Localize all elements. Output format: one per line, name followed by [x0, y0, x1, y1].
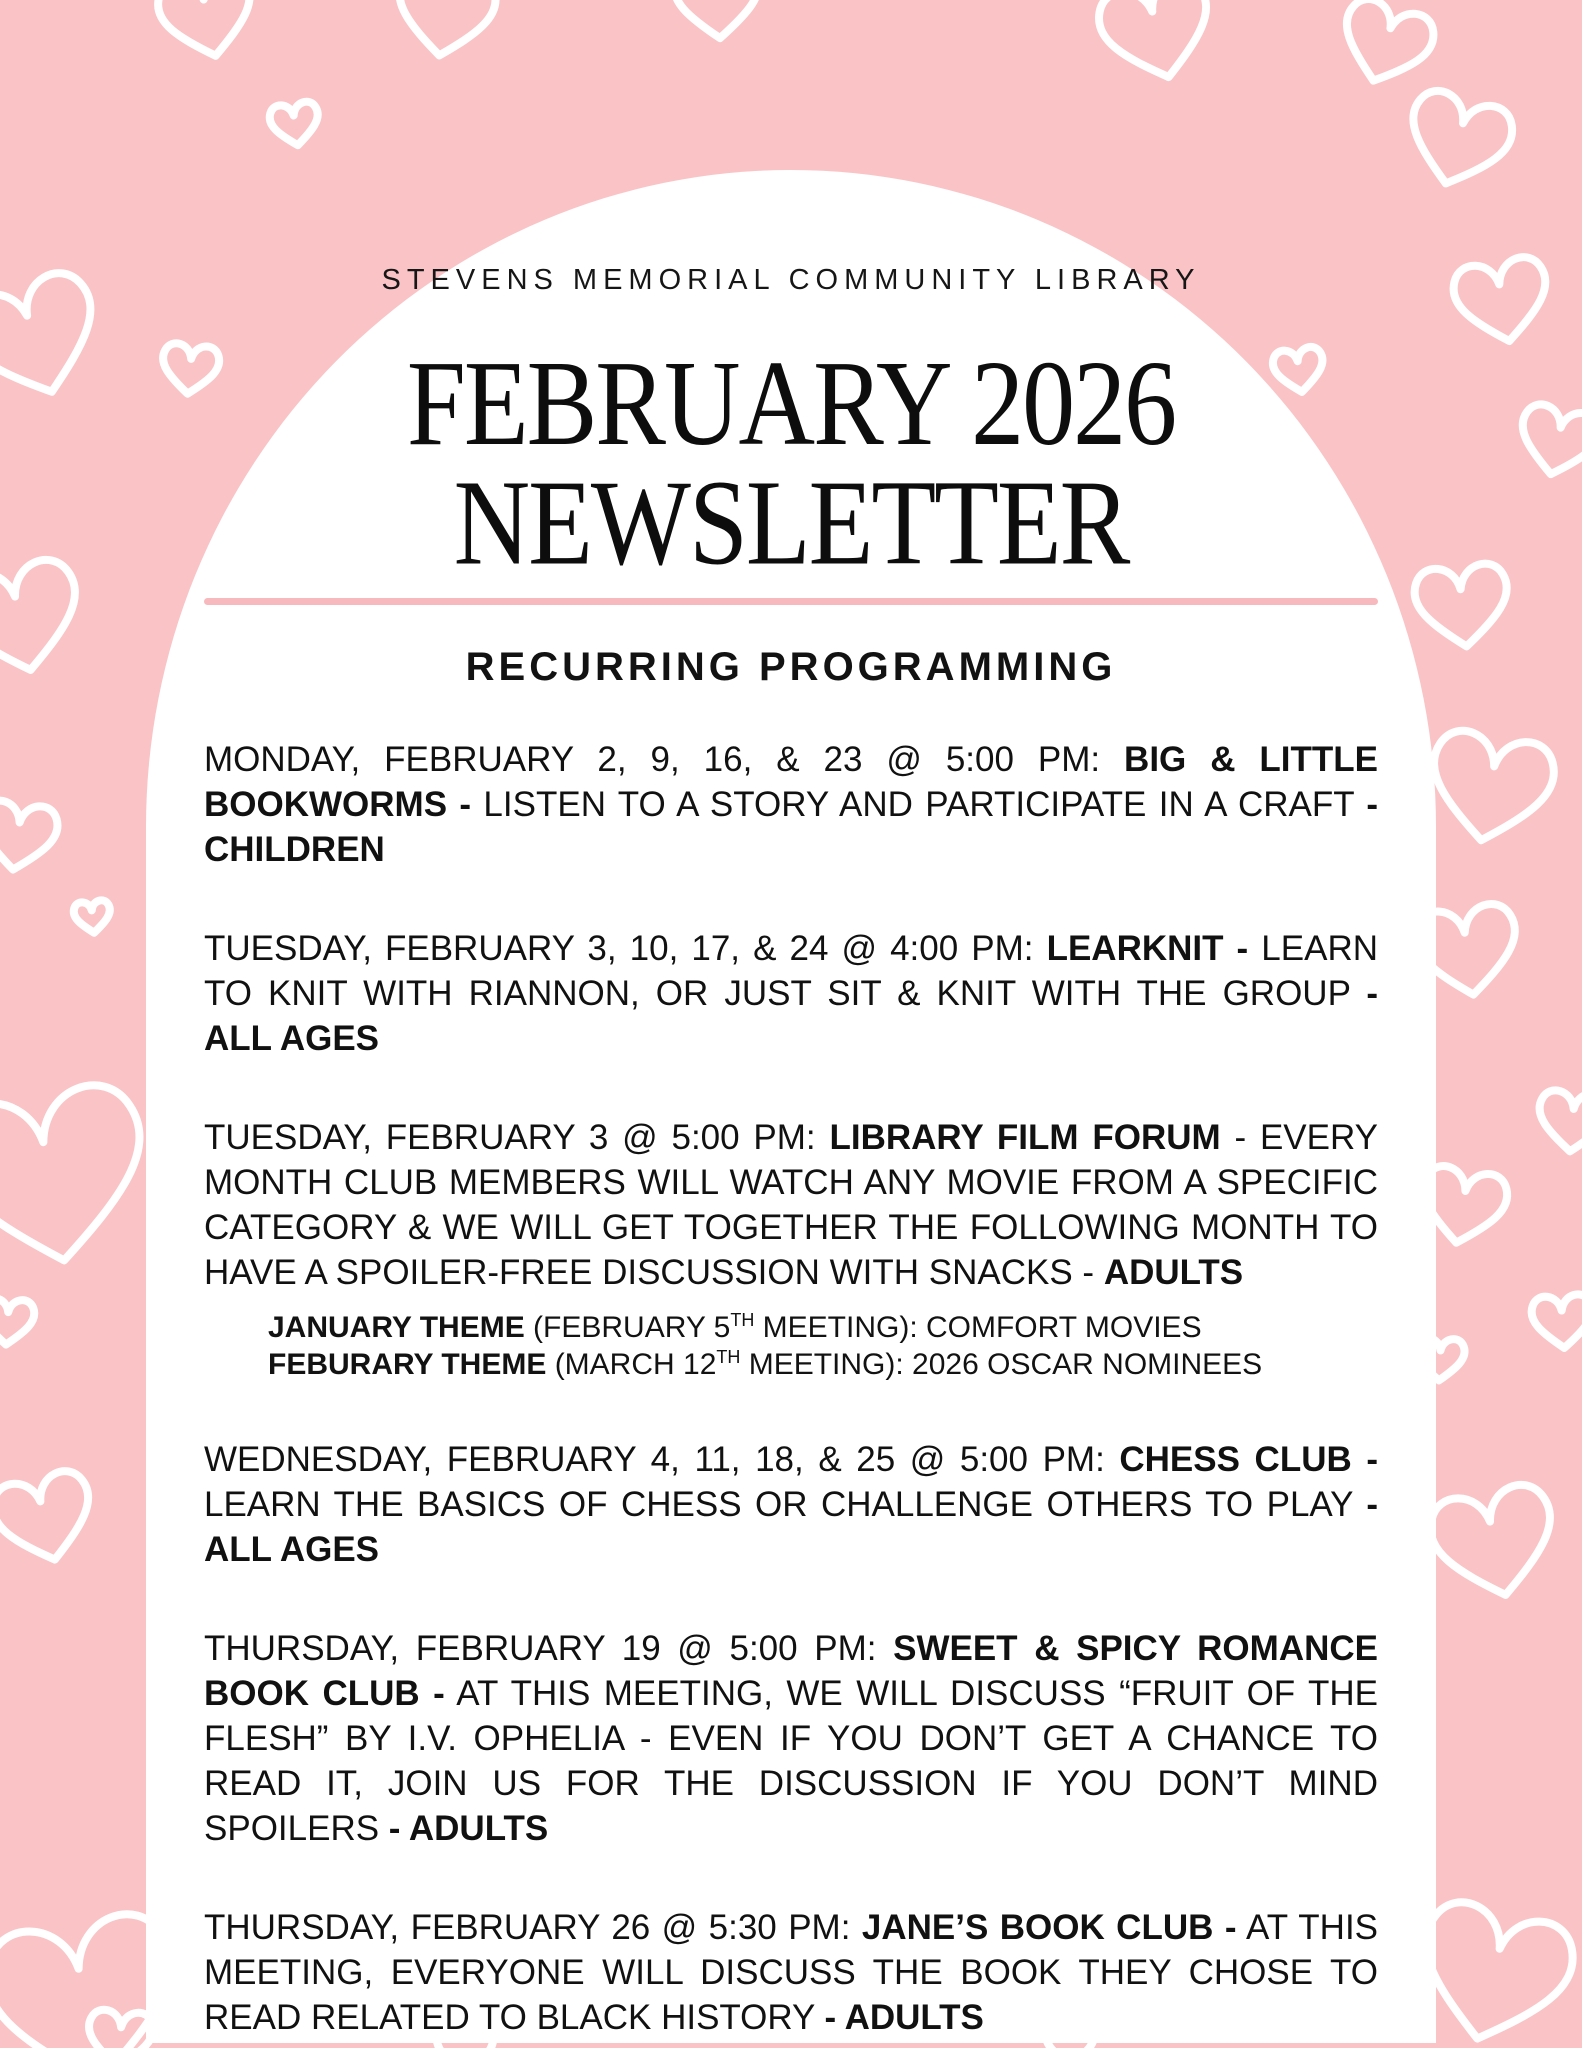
library-name: STEVENS MEMORIAL COMMUNITY LIBRARY: [381, 264, 1201, 296]
heart-outline-icon: [1436, 236, 1569, 369]
title-divider: [204, 598, 1378, 605]
section-heading: RECURRING PROGRAMMING: [465, 645, 1117, 689]
event-item: TUESDAY, FEBRUARY 3, 10, 17, & 24 @ 4:00 PM: LEARKNIT - LEARN TO KNIT WITH RIANNON, OR JUST SIT & KNIT WITH THE GROUP - ALL AGES: [204, 929, 1378, 1058]
content-column: [204, 170, 1378, 2048]
heart-outline-icon: [1399, 544, 1525, 670]
heart-outline-icon: [1526, 1076, 1582, 1168]
heart-outline-icon: [68, 893, 117, 942]
heart-outline-icon: [377, 0, 513, 83]
heart-outline-icon: [1076, 0, 1240, 114]
event-item: WEDNESDAY, FEBRUARY 4, 11, 18, & 25 @ 5:00 PM: CHESS CLUB - LEARN THE BASICS OF CHESS OR CHALLENGE OTHERS TO PLAY - ALL AGES: [204, 1440, 1378, 1569]
event-item: TUESDAY, FEBRUARY 3 @ 5:00 PM: LIBRARY FILM FORUM - EVERY MONTH CLUB MEMBERS WILL WATCH ANY MOVIE FROM A SPECIFIC CATEGORY & WE WILL GET TOGETHER THE FOLLOWING MONTH TO HAVE A SPOILER-FREE DISCUSSION WITH SNACKS - ADULTS: [204, 1118, 1378, 1292]
event-item: MONDAY, FEBRUARY 2, 9, 16, & 23 @ 5:00 PM: BIG & LITTLE BOOKWORMS - LISTEN TO A STORY AND PARTICIPATE IN A CRAFT - CHILDREN: [204, 740, 1378, 869]
heart-outline-icon: [0, 239, 136, 441]
newsletter-title: [204, 335, 1378, 591]
newsletter-title-line1: FEBRUARY 2026: [406, 335, 1176, 471]
heart-outline-icon: [139, 0, 275, 86]
event-item: THURSDAY, FEBRUARY 19 @ 5:00 PM: SWEET & SPICY ROMANCE BOOK CLUB - AT THIS MEETING, WE WILL DISCUSS “FRUIT OF THE FLESH” BY I.V. OPHELIA - EVEN IF YOU DON’T GET A CHANCE TO READ IT, JOIN US FOR THE DISCUSSION IF YOU DON’T MIND SPOILERS - ADULTS: [204, 1629, 1379, 1848]
heart-outline-icon: [1522, 1282, 1582, 1362]
heart-outline-icon: [261, 91, 329, 159]
heart-outline-icon: [661, 0, 773, 59]
content-panel: [146, 170, 1436, 2043]
heart-outline-icon: [1501, 386, 1582, 499]
newsletter-title-line2: NEWSLETTER: [453, 455, 1129, 591]
event-item: THURSDAY, FEBRUARY 26 @ 5:30 PM: JANE’S BOOK CLUB - AT THIS MEETING, EVERYONE WILL DISCUSS THE BOOK THEY CHOSE TO READ RELATED TO BLACK HISTORY - ADULTS: [204, 1908, 1379, 2037]
theme-line: FEBURARY THEME (MARCH 12TH MEETING): 2026 OSCAR NOMINEES: [268, 1347, 1263, 1381]
heart-outline-icon: [0, 531, 109, 709]
theme-line: JANUARY THEME (FEBRUARY 5TH MEETING): COMFORT MOVIES: [268, 1310, 1202, 1344]
events-list: [204, 737, 1378, 2040]
theme-list: [268, 1309, 1378, 1383]
heart-outline-icon: [0, 784, 71, 891]
heart-outline-icon: [0, 1288, 42, 1357]
heart-outline-icon: [0, 1447, 118, 1592]
